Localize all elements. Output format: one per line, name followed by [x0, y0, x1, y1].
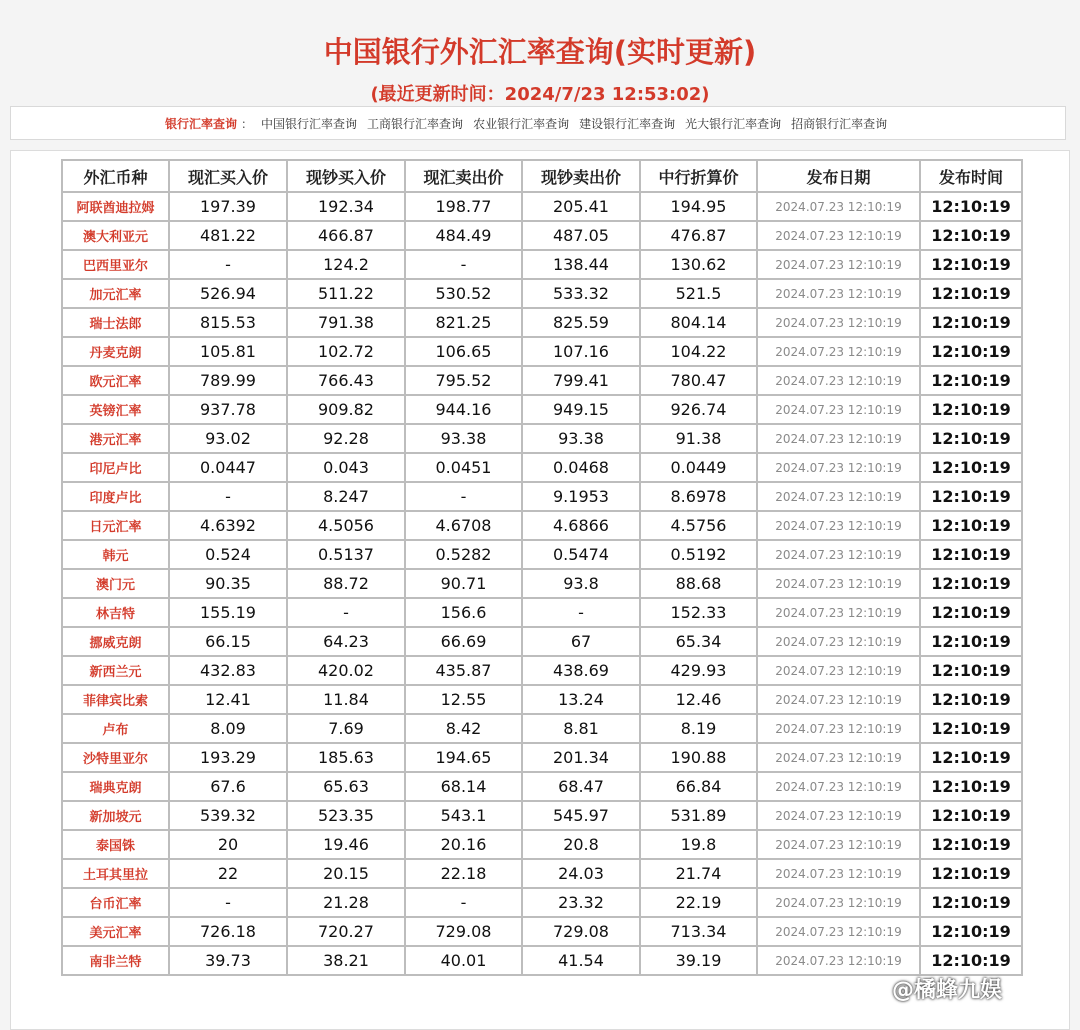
spot-buy-cell: 20	[169, 830, 287, 859]
publish-time-cell: 12:10:19	[920, 366, 1022, 395]
cash-buy-cell: 11.84	[287, 685, 405, 714]
table-row	[62, 221, 1022, 250]
spot-sell-cell: 20.16	[405, 830, 522, 859]
boc-rate-cell: 91.38	[640, 424, 757, 453]
publish-time-cell: 12:10:19	[920, 337, 1022, 366]
table-row	[62, 801, 1022, 830]
publish-date-cell: 2024.07.23 12:10:19	[757, 743, 920, 772]
spot-sell-cell: 530.52	[405, 279, 522, 308]
spot-buy-cell: 937.78	[169, 395, 287, 424]
cash-buy-cell: 92.28	[287, 424, 405, 453]
col-header-cash-sell: 现钞卖出价	[522, 160, 640, 192]
boc-rate-cell: 780.47	[640, 366, 757, 395]
cash-buy-cell: 185.63	[287, 743, 405, 772]
table-header-row	[62, 160, 1022, 192]
publish-time-cell: 12:10:19	[920, 656, 1022, 685]
spot-sell-cell: -	[405, 250, 522, 279]
table-row	[62, 279, 1022, 308]
spot-sell-cell: 22.18	[405, 859, 522, 888]
spot-buy-cell: 22	[169, 859, 287, 888]
boc-rate-cell: 194.95	[640, 192, 757, 221]
publish-date-cell: 2024.07.23 12:10:19	[757, 772, 920, 801]
table-row	[62, 772, 1022, 801]
table-row	[62, 917, 1022, 946]
publish-date-cell: 2024.07.23 12:10:19	[757, 627, 920, 656]
exchange-rate-table	[61, 159, 1023, 976]
update-time: (最近更新时间：2024/7/23 12:53:02)	[370, 84, 710, 105]
boc-rate-cell: 521.5	[640, 279, 757, 308]
publish-date-cell: 2024.07.23 12:10:19	[757, 830, 920, 859]
publish-date-cell: 2024.07.23 12:10:19	[757, 714, 920, 743]
spot-buy-cell: 155.19	[169, 598, 287, 627]
currency-name-link[interactable]: 菲律宾比索	[62, 685, 169, 714]
bank-nav-bar	[10, 106, 1066, 140]
table-row	[62, 656, 1022, 685]
currency-name-link[interactable]: 林吉特	[62, 598, 169, 627]
spot-buy-cell: 432.83	[169, 656, 287, 685]
table-row	[62, 308, 1022, 337]
col-header-spot-buy: 现汇买入价	[169, 160, 287, 192]
publish-date-cell: 2024.07.23 12:10:19	[757, 569, 920, 598]
boc-rate-cell: 531.89	[640, 801, 757, 830]
boc-rate-cell: 65.34	[640, 627, 757, 656]
boc-rate-cell: 0.0449	[640, 453, 757, 482]
cash-buy-cell: 88.72	[287, 569, 405, 598]
publish-time-cell: 12:10:19	[920, 482, 1022, 511]
boc-rate-cell: 104.22	[640, 337, 757, 366]
spot-sell-cell: 12.55	[405, 685, 522, 714]
table-row	[62, 888, 1022, 917]
currency-name-link[interactable]: 新加坡元	[62, 801, 169, 830]
publish-time-cell: 12:10:19	[920, 569, 1022, 598]
cash-sell-cell: 0.0468	[522, 453, 640, 482]
spot-sell-cell: 484.49	[405, 221, 522, 250]
currency-name-link[interactable]: 瑞典克朗	[62, 772, 169, 801]
publish-date-cell: 2024.07.23 12:10:19	[757, 685, 920, 714]
publish-date-cell: 2024.07.23 12:10:19	[757, 859, 920, 888]
nav-separator: ：	[241, 116, 254, 131]
publish-date-cell: 2024.07.23 12:10:19	[757, 598, 920, 627]
cash-sell-cell: 68.47	[522, 772, 640, 801]
cash-sell-cell: 23.32	[522, 888, 640, 917]
nav-link-ccb[interactable]: 建设银行汇率查询	[579, 116, 676, 131]
cash-buy-cell: 0.043	[287, 453, 405, 482]
table-row	[62, 859, 1022, 888]
cash-sell-cell: 107.16	[522, 337, 640, 366]
spot-sell-cell: 543.1	[405, 801, 522, 830]
cash-buy-cell: 420.02	[287, 656, 405, 685]
cash-sell-cell: 545.97	[522, 801, 640, 830]
cash-sell-cell: 438.69	[522, 656, 640, 685]
spot-sell-cell: 66.69	[405, 627, 522, 656]
publish-time-cell: 12:10:19	[920, 192, 1022, 221]
spot-sell-cell: 435.87	[405, 656, 522, 685]
currency-name-link[interactable]: 南非兰特	[62, 946, 169, 975]
currency-name-link[interactable]: 欧元汇率	[62, 366, 169, 395]
cash-buy-cell: 192.34	[287, 192, 405, 221]
publish-date-cell: 2024.07.23 12:10:19	[757, 366, 920, 395]
publish-date-cell: 2024.07.23 12:10:19	[757, 946, 920, 975]
spot-buy-cell: 789.99	[169, 366, 287, 395]
table-row	[62, 714, 1022, 743]
currency-name-link[interactable]: 瑞士法郎	[62, 308, 169, 337]
nav-link-cmb[interactable]: 招商银行汇率查询	[791, 116, 888, 131]
publish-time-cell: 12:10:19	[920, 395, 1022, 424]
cash-sell-cell: 4.6866	[522, 511, 640, 540]
cash-sell-cell: 138.44	[522, 250, 640, 279]
cash-buy-cell: 8.247	[287, 482, 405, 511]
nav-label: 银行汇率查询	[165, 116, 238, 131]
col-header-boc-rate: 中行折算价	[640, 160, 757, 192]
currency-name-link[interactable]: 台币汇率	[62, 888, 169, 917]
publish-date-cell: 2024.07.23 12:10:19	[757, 511, 920, 540]
table-row	[62, 569, 1022, 598]
currency-name-link[interactable]: 澳大利亚元	[62, 221, 169, 250]
boc-rate-cell: 152.33	[640, 598, 757, 627]
publish-date-cell: 2024.07.23 12:10:19	[757, 888, 920, 917]
publish-time-cell: 12:10:19	[920, 685, 1022, 714]
cash-sell-cell: 825.59	[522, 308, 640, 337]
currency-name-link[interactable]: 阿联酋迪拉姆	[62, 192, 169, 221]
table-row	[62, 946, 1022, 975]
cash-buy-cell: 20.15	[287, 859, 405, 888]
cash-buy-cell: 720.27	[287, 917, 405, 946]
nav-link-icbc[interactable]: 工商银行汇率查询	[367, 116, 464, 131]
publish-date-cell: 2024.07.23 12:10:19	[757, 337, 920, 366]
cash-sell-cell: 949.15	[522, 395, 640, 424]
boc-rate-cell: 19.8	[640, 830, 757, 859]
boc-rate-cell: 21.74	[640, 859, 757, 888]
publish-time-cell: 12:10:19	[920, 946, 1022, 975]
boc-rate-cell: 190.88	[640, 743, 757, 772]
boc-rate-cell: 88.68	[640, 569, 757, 598]
cash-sell-cell: 20.8	[522, 830, 640, 859]
spot-sell-cell: 93.38	[405, 424, 522, 453]
spot-buy-cell: 526.94	[169, 279, 287, 308]
currency-name-link[interactable]: 日元汇率	[62, 511, 169, 540]
boc-rate-cell: 8.19	[640, 714, 757, 743]
publish-time-cell: 12:10:19	[920, 801, 1022, 830]
cash-sell-cell: 205.41	[522, 192, 640, 221]
boc-rate-cell: 4.5756	[640, 511, 757, 540]
currency-name-link[interactable]: 印尼卢比	[62, 453, 169, 482]
spot-buy-cell: 12.41	[169, 685, 287, 714]
currency-name-link[interactable]: 美元汇率	[62, 917, 169, 946]
boc-rate-cell: 476.87	[640, 221, 757, 250]
spot-buy-cell: -	[169, 482, 287, 511]
spot-sell-cell: 198.77	[405, 192, 522, 221]
publish-time-cell: 12:10:19	[920, 627, 1022, 656]
publish-time-cell: 12:10:19	[920, 917, 1022, 946]
boc-rate-cell: 926.74	[640, 395, 757, 424]
spot-buy-cell: 815.53	[169, 308, 287, 337]
table-row	[62, 598, 1022, 627]
table-row	[62, 627, 1022, 656]
cash-buy-cell: 19.46	[287, 830, 405, 859]
publish-date-cell: 2024.07.23 12:10:19	[757, 917, 920, 946]
spot-buy-cell: 8.09	[169, 714, 287, 743]
publish-time-cell: 12:10:19	[920, 308, 1022, 337]
cash-buy-cell: -	[287, 598, 405, 627]
publish-date-cell: 2024.07.23 12:10:19	[757, 221, 920, 250]
publish-time-cell: 12:10:19	[920, 279, 1022, 308]
col-header-publish-time: 发布时间	[920, 160, 1022, 192]
publish-date-cell: 2024.07.23 12:10:19	[757, 395, 920, 424]
publish-time-cell: 12:10:19	[920, 250, 1022, 279]
currency-name-link[interactable]: 新西兰元	[62, 656, 169, 685]
publish-date-cell: 2024.07.23 12:10:19	[757, 801, 920, 830]
spot-buy-cell: 39.73	[169, 946, 287, 975]
spot-buy-cell: -	[169, 888, 287, 917]
publish-date-cell: 2024.07.23 12:10:19	[757, 656, 920, 685]
currency-name-link[interactable]: 土耳其里拉	[62, 859, 169, 888]
currency-name-link[interactable]: 卢布	[62, 714, 169, 743]
nav-link-ceb[interactable]: 光大银行汇率查询	[685, 116, 782, 131]
table-row	[62, 511, 1022, 540]
table-row	[62, 482, 1022, 511]
col-header-currency: 外汇币种	[62, 160, 169, 192]
spot-sell-cell: 0.0451	[405, 453, 522, 482]
cash-sell-cell: 67	[522, 627, 640, 656]
spot-sell-cell: -	[405, 888, 522, 917]
cash-buy-cell: 0.5137	[287, 540, 405, 569]
cash-buy-cell: 4.5056	[287, 511, 405, 540]
publish-date-cell: 2024.07.23 12:10:19	[757, 279, 920, 308]
spot-sell-cell: 156.6	[405, 598, 522, 627]
currency-name-link[interactable]: 泰国铢	[62, 830, 169, 859]
spot-buy-cell: 0.0447	[169, 453, 287, 482]
spot-sell-cell: 40.01	[405, 946, 522, 975]
spot-sell-cell: 8.42	[405, 714, 522, 743]
publish-date-cell: 2024.07.23 12:10:19	[757, 482, 920, 511]
spot-sell-cell: 68.14	[405, 772, 522, 801]
col-header-spot-sell: 现汇卖出价	[405, 160, 522, 192]
currency-name-link[interactable]: 加元汇率	[62, 279, 169, 308]
cash-sell-cell: 93.8	[522, 569, 640, 598]
boc-rate-cell: 0.5192	[640, 540, 757, 569]
nav-link-boc[interactable]: 中国银行汇率查询	[261, 116, 358, 131]
currency-name-link[interactable]: 港元汇率	[62, 424, 169, 453]
table-row	[62, 540, 1022, 569]
cash-buy-cell: 766.43	[287, 366, 405, 395]
currency-name-link[interactable]: 丹麦克朗	[62, 337, 169, 366]
table-row	[62, 366, 1022, 395]
cash-buy-cell: 511.22	[287, 279, 405, 308]
cash-buy-cell: 38.21	[287, 946, 405, 975]
spot-sell-cell: 106.65	[405, 337, 522, 366]
spot-sell-cell: 0.5282	[405, 540, 522, 569]
publish-time-cell: 12:10:19	[920, 743, 1022, 772]
spot-buy-cell: 481.22	[169, 221, 287, 250]
currency-name-link[interactable]: 挪威克朗	[62, 627, 169, 656]
cash-buy-cell: 102.72	[287, 337, 405, 366]
boc-rate-cell: 130.62	[640, 250, 757, 279]
table-row	[62, 424, 1022, 453]
boc-rate-cell: 429.93	[640, 656, 757, 685]
publish-time-cell: 12:10:19	[920, 888, 1022, 917]
cash-buy-cell: 65.63	[287, 772, 405, 801]
publish-date-cell: 2024.07.23 12:10:19	[757, 308, 920, 337]
cash-buy-cell: 7.69	[287, 714, 405, 743]
currency-name-link[interactable]: 韩元	[62, 540, 169, 569]
publish-time-cell: 12:10:19	[920, 830, 1022, 859]
currency-name-link[interactable]: 印度卢比	[62, 482, 169, 511]
spot-buy-cell: 66.15	[169, 627, 287, 656]
spot-buy-cell: 197.39	[169, 192, 287, 221]
currency-name-link[interactable]: 沙特里亚尔	[62, 743, 169, 772]
spot-sell-cell: -	[405, 482, 522, 511]
col-header-publish-date: 发布日期	[757, 160, 920, 192]
cash-sell-cell: 9.1953	[522, 482, 640, 511]
spot-buy-cell: 0.524	[169, 540, 287, 569]
publish-time-cell: 12:10:19	[920, 598, 1022, 627]
spot-sell-cell: 944.16	[405, 395, 522, 424]
cash-sell-cell: 533.32	[522, 279, 640, 308]
spot-buy-cell: 93.02	[169, 424, 287, 453]
spot-buy-cell: 90.35	[169, 569, 287, 598]
boc-rate-cell: 8.6978	[640, 482, 757, 511]
boc-rate-cell: 713.34	[640, 917, 757, 946]
cash-buy-cell: 466.87	[287, 221, 405, 250]
cash-buy-cell: 523.35	[287, 801, 405, 830]
currency-name-link[interactable]: 英镑汇率	[62, 395, 169, 424]
table-row	[62, 453, 1022, 482]
table-body	[62, 192, 1022, 975]
publish-time-cell: 12:10:19	[920, 714, 1022, 743]
publish-time-cell: 12:10:19	[920, 859, 1022, 888]
table-row	[62, 830, 1022, 859]
table-row	[62, 743, 1022, 772]
cash-sell-cell: -	[522, 598, 640, 627]
spot-buy-cell: 726.18	[169, 917, 287, 946]
publish-date-cell: 2024.07.23 12:10:19	[757, 250, 920, 279]
cash-sell-cell: 41.54	[522, 946, 640, 975]
spot-buy-cell: 193.29	[169, 743, 287, 772]
spot-sell-cell: 795.52	[405, 366, 522, 395]
publish-date-cell: 2024.07.23 12:10:19	[757, 540, 920, 569]
col-header-cash-buy: 现钞买入价	[287, 160, 405, 192]
spot-sell-cell: 90.71	[405, 569, 522, 598]
cash-sell-cell: 8.81	[522, 714, 640, 743]
currency-name-link[interactable]: 澳门元	[62, 569, 169, 598]
watermark: @橘蜂九娱	[892, 978, 1003, 1003]
currency-name-link[interactable]: 巴西里亚尔	[62, 250, 169, 279]
publish-time-cell: 12:10:19	[920, 540, 1022, 569]
boc-rate-cell: 12.46	[640, 685, 757, 714]
publish-time-cell: 12:10:19	[920, 772, 1022, 801]
spot-buy-cell: 539.32	[169, 801, 287, 830]
publish-time-cell: 12:10:19	[920, 511, 1022, 540]
cash-buy-cell: 124.2	[287, 250, 405, 279]
publish-time-cell: 12:10:19	[920, 424, 1022, 453]
spot-buy-cell: 4.6392	[169, 511, 287, 540]
cash-buy-cell: 64.23	[287, 627, 405, 656]
boc-rate-cell: 66.84	[640, 772, 757, 801]
boc-rate-cell: 39.19	[640, 946, 757, 975]
cash-sell-cell: 201.34	[522, 743, 640, 772]
cash-sell-cell: 24.03	[522, 859, 640, 888]
table-row	[62, 395, 1022, 424]
spot-sell-cell: 729.08	[405, 917, 522, 946]
spot-buy-cell: -	[169, 250, 287, 279]
spot-sell-cell: 194.65	[405, 743, 522, 772]
spot-sell-cell: 4.6708	[405, 511, 522, 540]
boc-rate-cell: 22.19	[640, 888, 757, 917]
cash-sell-cell: 487.05	[522, 221, 640, 250]
spot-buy-cell: 105.81	[169, 337, 287, 366]
table-row	[62, 337, 1022, 366]
cash-buy-cell: 21.28	[287, 888, 405, 917]
cash-buy-cell: 909.82	[287, 395, 405, 424]
publish-time-cell: 12:10:19	[920, 221, 1022, 250]
spot-buy-cell: 67.6	[169, 772, 287, 801]
publish-date-cell: 2024.07.23 12:10:19	[757, 453, 920, 482]
page-title: 中国银行外汇汇率查询(实时更新)	[323, 35, 757, 69]
spot-sell-cell: 821.25	[405, 308, 522, 337]
boc-rate-cell: 804.14	[640, 308, 757, 337]
cash-buy-cell: 791.38	[287, 308, 405, 337]
publish-date-cell: 2024.07.23 12:10:19	[757, 192, 920, 221]
cash-sell-cell: 93.38	[522, 424, 640, 453]
table-row	[62, 250, 1022, 279]
nav-link-abc[interactable]: 农业银行汇率查询	[473, 116, 570, 131]
table-row	[62, 192, 1022, 221]
cash-sell-cell: 13.24	[522, 685, 640, 714]
cash-sell-cell: 799.41	[522, 366, 640, 395]
publish-date-cell: 2024.07.23 12:10:19	[757, 424, 920, 453]
cash-sell-cell: 0.5474	[522, 540, 640, 569]
cash-sell-cell: 729.08	[522, 917, 640, 946]
publish-time-cell: 12:10:19	[920, 453, 1022, 482]
table-row	[62, 685, 1022, 714]
